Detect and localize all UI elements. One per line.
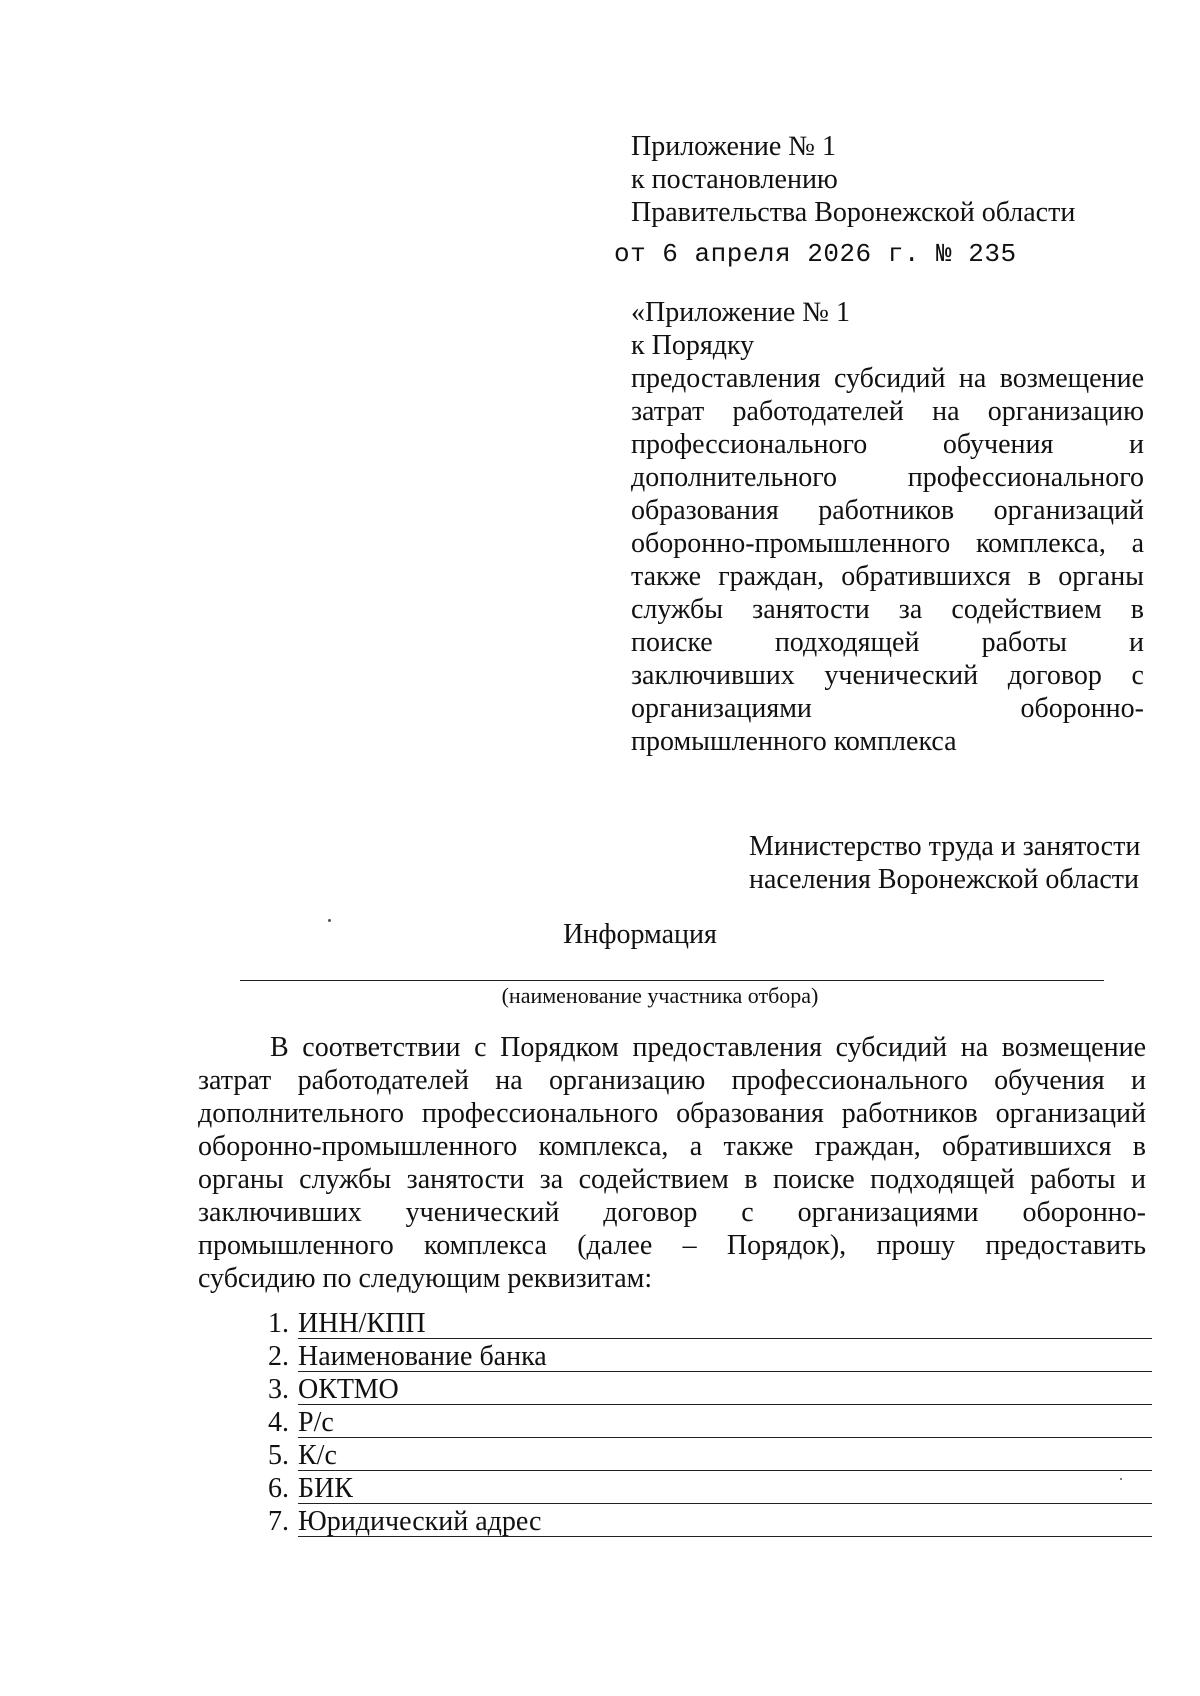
participant-caption: (наименование участника отбора) xyxy=(501,983,819,1008)
requisite-row-bank-name xyxy=(268,1341,1152,1373)
requisite-fill-line[interactable] xyxy=(298,1470,1152,1471)
appendix-line: промышленного комплекса xyxy=(631,726,957,757)
requisite-fill-line[interactable] xyxy=(298,1404,1152,1405)
header-line-3: Правительства Воронежской области xyxy=(631,197,1076,228)
requisite-row-oktmo xyxy=(268,1374,1152,1406)
body-line: дополнительного профессионального образования работников организаций xyxy=(198,1098,1146,1129)
addressee-line-1: Министерство труда и занятости xyxy=(749,831,1141,862)
appendix-line: поиске подходящей работы и xyxy=(631,627,1144,658)
appendix-line: образования работников организаций xyxy=(631,495,1144,526)
requisite-label: ОКТМО xyxy=(298,1374,399,1405)
body-paragraph xyxy=(198,1031,1146,1295)
resolution-stamp xyxy=(614,238,1114,271)
header-line-1: Приложение № 1 xyxy=(631,131,836,162)
body-line: субсидию по следующим реквизитам: xyxy=(198,1263,653,1294)
header-line-2: к постановлению xyxy=(631,164,838,195)
document-title: Информация xyxy=(563,919,717,950)
requisite-number: 6. xyxy=(268,1473,289,1504)
requisite-row-corr-account xyxy=(268,1440,1152,1472)
requisite-number: 2. xyxy=(268,1341,289,1372)
requisite-number: 1. xyxy=(268,1308,289,1339)
body-line: промышленного комплекса (далее – Порядок), прошу предоставить xyxy=(198,1230,1146,1261)
requisite-label: Р/с xyxy=(298,1407,334,1438)
scan-speck xyxy=(1120,1478,1122,1480)
appendix-line: к Порядку xyxy=(631,330,755,361)
requisite-number: 7. xyxy=(268,1506,289,1537)
scan-speck xyxy=(328,919,331,922)
requisite-number: 5. xyxy=(268,1440,289,1471)
requisite-row-legal-address xyxy=(268,1506,1152,1538)
appendix-line: службы занятости за содействием в xyxy=(631,594,1144,625)
header-block xyxy=(631,130,1131,229)
appendix-line: организациями оборонно- xyxy=(631,693,1144,724)
requisite-label: ИНН/КПП xyxy=(298,1308,426,1339)
appendix-line: предоставления субсидий на возмещение xyxy=(631,363,1144,394)
requisite-number: 4. xyxy=(268,1407,289,1438)
requisite-fill-line[interactable] xyxy=(298,1338,1152,1339)
requisite-row-account xyxy=(268,1407,1152,1439)
requisite-label: Наименование банка xyxy=(298,1341,547,1372)
body-line: оборонно-промышленного комплекса, а также граждан, обратившихся в xyxy=(198,1131,1146,1162)
body-line: затрат работодателей на организацию профессионального обучения и xyxy=(198,1065,1146,1096)
requisite-fill-line[interactable] xyxy=(298,1371,1152,1372)
appendix-block xyxy=(631,296,1144,758)
requisite-fill-line[interactable] xyxy=(298,1536,1152,1537)
body-line: органы службы занятости за содействием в поиске подходящей работы и xyxy=(198,1164,1146,1195)
appendix-line: дополнительного профессионального xyxy=(631,462,1144,493)
document-title-block xyxy=(540,918,740,951)
requisite-label: К/с xyxy=(298,1440,337,1471)
appendix-line: затрат работодателей на организацию xyxy=(631,396,1144,427)
appendix-line: заключивших ученический договор с xyxy=(631,660,1144,691)
requisite-fill-line[interactable] xyxy=(298,1503,1152,1504)
requisite-row-inn-kpp xyxy=(268,1308,1152,1340)
appendix-line: «Приложение № 1 xyxy=(631,297,850,328)
appendix-line: профессионального обучения и xyxy=(631,429,1144,460)
resolution-date-number: от 6 апреля 2026 г. № 235 xyxy=(614,239,1017,269)
requisite-number: 3. xyxy=(268,1374,289,1405)
appendix-line: оборонно-промышленного комплекса, а xyxy=(631,528,1144,559)
requisite-label: БИК xyxy=(298,1473,353,1504)
participant-name-line xyxy=(240,980,1104,981)
body-line: В соответствии с Порядком предоставления субсидий на возмещение xyxy=(270,1032,1146,1063)
requisite-row-bik xyxy=(268,1473,1152,1505)
requisite-fill-line[interactable] xyxy=(298,1437,1152,1438)
addressee-line-2: населения Воронежской области xyxy=(749,864,1139,895)
body-line: заключивших ученический договор с организациями оборонно- xyxy=(198,1197,1146,1228)
addressee-block xyxy=(749,830,1149,896)
requisite-label: Юридический адрес xyxy=(298,1506,542,1537)
appendix-line: также граждан, обратившихся в органы xyxy=(631,561,1144,592)
